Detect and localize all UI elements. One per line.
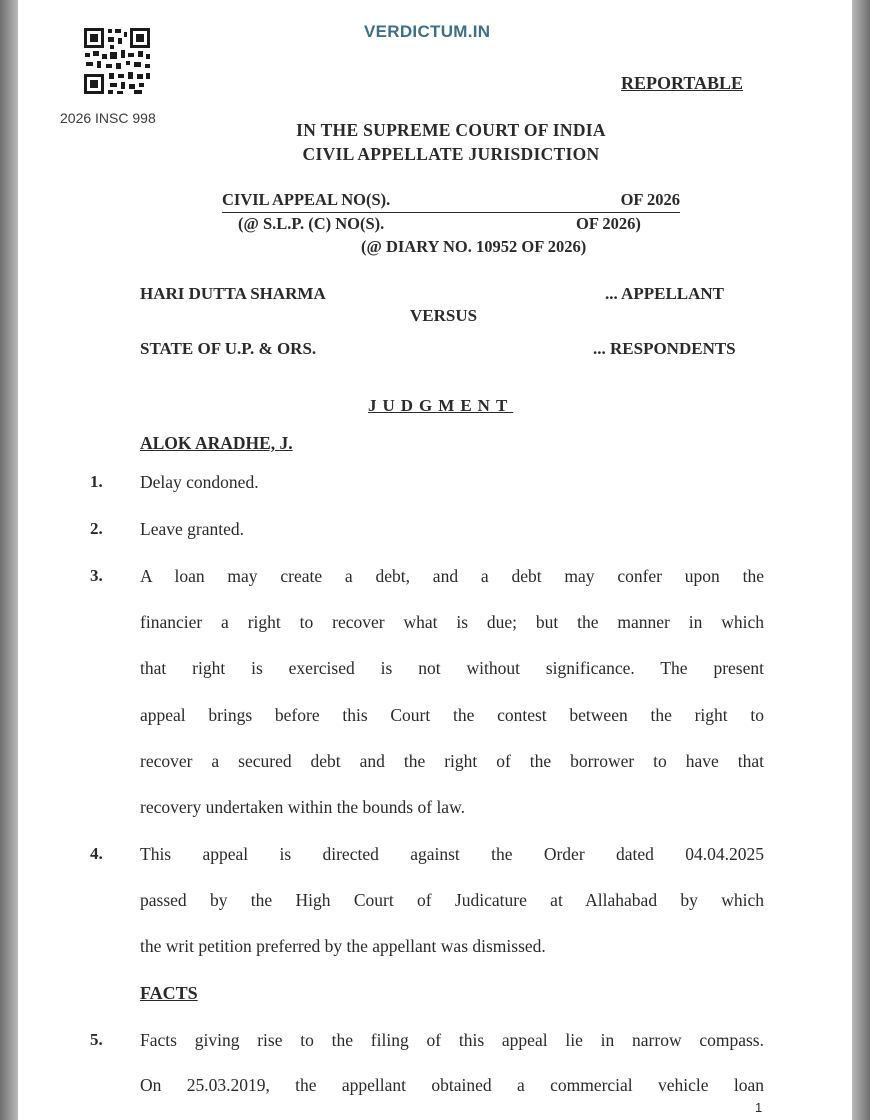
- site-watermark: VERDICTUM.IN: [364, 22, 491, 41]
- qr-code-icon: [82, 26, 152, 96]
- paragraph-number: 1.: [90, 472, 103, 491]
- slp-number-label: (@ S.L.P. (C) NO(S).: [238, 214, 385, 233]
- paragraph-line: A loan may create a debt, and a debt may confer upon the: [140, 566, 764, 586]
- judgment-heading: JUDGMENT: [368, 396, 514, 415]
- respondent-name: STATE OF U.P. & ORS.: [140, 339, 317, 358]
- appeal-year: OF 2026: [620, 190, 680, 209]
- court-name: IN THE SUPREME COURT OF INDIA: [296, 120, 606, 140]
- paragraph-line: the writ petition preferred by the appellant was dismissed.: [140, 936, 546, 956]
- paragraph-line: On 25.03.2019, the appellant obtained a commercial vehicle loan: [140, 1075, 764, 1095]
- scan-right-edge: [852, 0, 870, 1120]
- paragraph-line: This appeal is directed against the Order dated 04.04.2025: [140, 844, 764, 864]
- scan-left-edge: [0, 0, 18, 1120]
- paragraph-number: 3.: [90, 566, 103, 585]
- neutral-citation: 2026 INSC 998: [60, 110, 156, 126]
- paragraph-line: passed by the High Court of Judicature at Allahabad by which: [140, 890, 764, 910]
- facts-heading: FACTS: [140, 983, 198, 1003]
- page-number: 1: [755, 1100, 763, 1115]
- jurisdiction: CIVIL APPELLATE JURISDICTION: [302, 144, 600, 164]
- paragraph-line: appeal brings before this Court the contest between the right to: [140, 705, 764, 725]
- paragraph-line: Leave granted.: [140, 519, 244, 539]
- paragraph-line: Facts giving rise to the filing of this appeal lie in narrow compass.: [140, 1030, 764, 1050]
- appeal-number-line: [222, 190, 680, 213]
- paragraph-number: 4.: [90, 844, 103, 863]
- versus-label: VERSUS: [410, 306, 478, 325]
- slp-year: OF 2026): [576, 214, 641, 233]
- paragraph-line: financier a right to recover what is due; but the manner in which: [140, 612, 764, 632]
- paragraph-line: recovery undertaken within the bounds of law.: [140, 797, 465, 817]
- appellant-role: ... APPELLANT: [605, 284, 725, 303]
- reportable-label: REPORTABLE: [621, 73, 744, 93]
- paragraph-number: 5.: [90, 1030, 103, 1049]
- paragraph-line: that right is exercised is not without significance. The present: [140, 658, 764, 678]
- paragraph-line: recover a secured debt and the right of the borrower to have that: [140, 751, 764, 771]
- appellant-name: HARI DUTTA SHARMA: [140, 284, 326, 303]
- document-page: [18, 0, 852, 1120]
- respondent-role: ... RESPONDENTS: [593, 339, 736, 358]
- diary-number: (@ DIARY NO. 10952 OF 2026): [361, 237, 587, 256]
- appeal-number-label: CIVIL APPEAL NO(S).: [222, 190, 391, 209]
- paragraph-line: Delay condoned.: [140, 472, 259, 492]
- paragraph-number: 2.: [90, 519, 103, 538]
- judge-name: ALOK ARADHE, J.: [140, 433, 293, 453]
